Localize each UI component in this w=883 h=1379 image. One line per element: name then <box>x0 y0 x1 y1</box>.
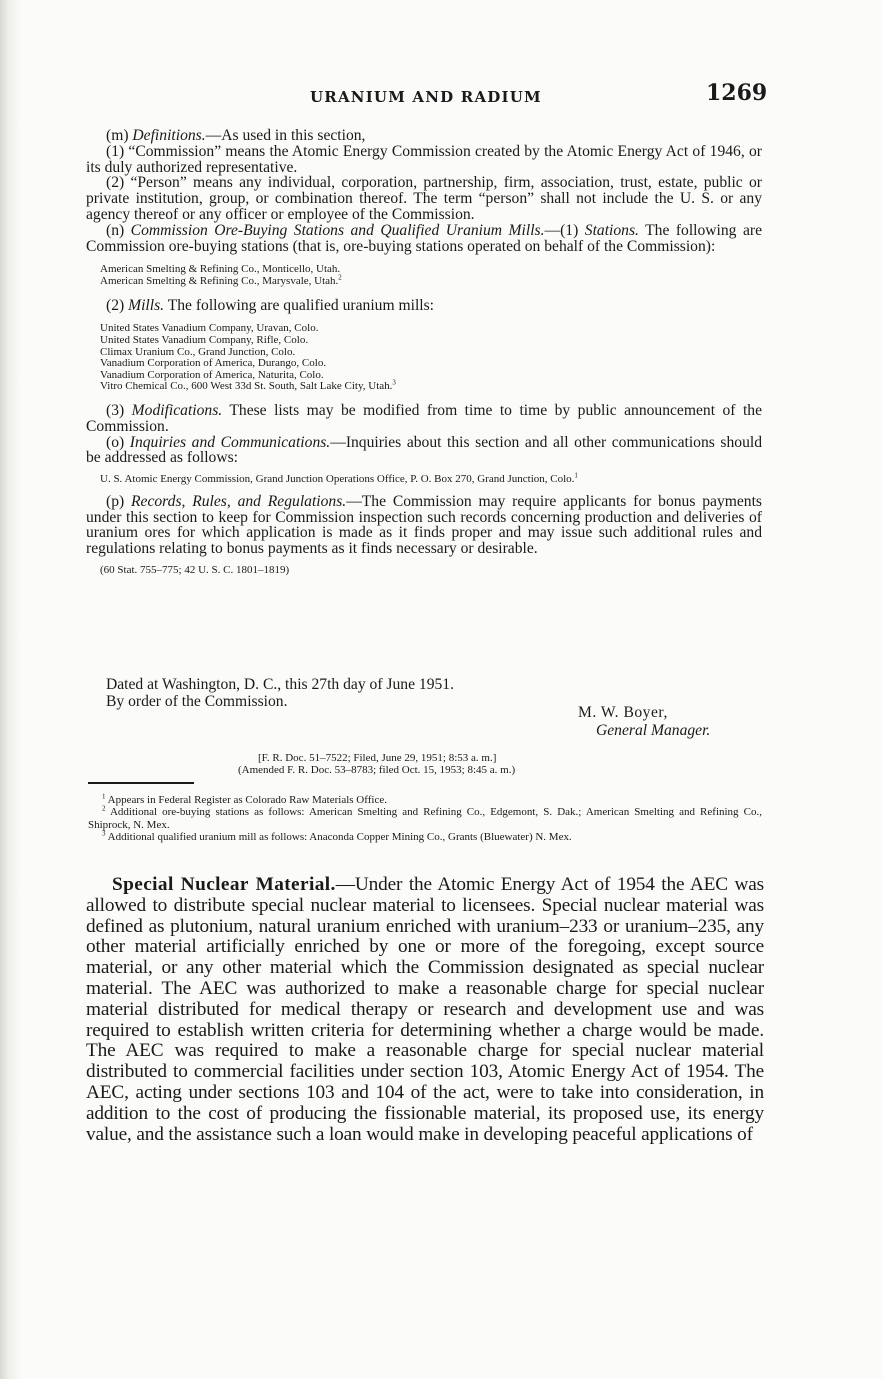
footnotes <box>88 794 762 844</box>
paragraph-text: The following are Commission ore-buying stations (that is, ore-buying stations operated on behalf of the Commission): <box>86 221 762 255</box>
paragraph-heading: Modifications. <box>131 401 223 419</box>
regulation-text <box>86 128 762 576</box>
paragraph-heading: Commission Ore-Buying Stations and Qualified Uranium Mills. <box>130 221 545 239</box>
footnote: $^2$ Additional ore-buying stations as follows: American Smelting and Refining Co., Edgemont, S. Dak.; American Smelting and Refining Co., Shiprock, N. Mex. <box>88 804 762 831</box>
paragraph-label: (o) <box>106 433 125 451</box>
paragraph-label: (3) <box>106 401 125 419</box>
paragraph-heading: Records, Rules, and Regulations. <box>131 492 347 510</box>
paragraph-heading: Definitions. <box>132 127 206 144</box>
list-item: American Smelting & Refining Co., Monticello, Utah. <box>100 263 341 276</box>
paragraph-text: —Inquiries about this section and all other communications should be addressed as follows: <box>86 433 762 467</box>
running-head: URANIUM AND RADIUM <box>310 88 542 106</box>
list-item: Vanadium Corporation of America, Naturita, Colo. <box>100 368 324 381</box>
dated-line: Dated at Washington, D. C., this 27th day of June 1951. <box>106 676 454 693</box>
special-nuclear-material-section <box>86 875 764 1145</box>
paragraph-sublabel: —(1) <box>544 221 579 239</box>
paragraph-text: These lists may be modified from time to time by public announcement of the Commission. <box>86 401 762 435</box>
section-heading: Special Nuclear Material. <box>112 874 336 895</box>
paragraph-label: (p) <box>106 492 125 510</box>
signature-block <box>86 676 762 739</box>
footnote-ref: 3 <box>392 378 396 387</box>
amendment-note: (Amended F. R. Doc. 53–8783; filed Oct. 15, 1953; 8:45 a. m.) <box>238 764 516 776</box>
paragraph-m <box>86 128 762 144</box>
page-header <box>0 80 883 114</box>
stations-list <box>100 264 762 287</box>
signatory-title: General Manager. <box>596 722 711 739</box>
paragraph-label: (n) <box>106 221 125 239</box>
paragraph-heading: Inquiries and Communications. <box>129 433 331 451</box>
document-note <box>238 752 515 776</box>
paragraph-text: —The Commission may require applicants for bonus payments under this section to keep for Commission inspection such records concerning production and deliveries of uranium ores for which application is made as it finds proper and may issue such additional rules and regulations relating to bonus payments as it finds necessary or desirable. <box>86 492 762 558</box>
by-order-line: By order of the Commission. <box>106 693 288 710</box>
signatory-name: M. W. Boyer, <box>578 704 668 721</box>
mills-list <box>100 323 762 393</box>
paragraph-subheading: Stations. <box>584 221 639 239</box>
scan-edge-shadow <box>0 0 22 1379</box>
footnote-ref: 2 <box>338 273 342 282</box>
filing-note: [F. R. Doc. 51–7522; Filed, June 29, 1951; 8:53 a. m.] <box>258 752 497 764</box>
footnote-ref: 1 <box>574 471 578 480</box>
list-item: Vitro Chemical Co., 600 West 33d St. South, Salt Lake City, Utah.$^3$ <box>100 378 396 393</box>
section-text: —Under the Atomic Energy Act of 1954 the AEC was allowed to distribute special nuclear material to licensees. Special nuclear material was defined as plutonium, natural uranium enriched with uranium–233 or uranium–235, any other material artificially enriched by one or more of the foregoing, except source material, or any other material which the Commission designated as special nuclear material. The AEC was authorized to make a reasonable charge for special nuclear material distributed for medical therapy or research and development use and was required to establish written criteria for determining whether a charge would be made. The AEC was required to make a reasonable charge for special nuclear material distributed to commercial facilities under section 103, Atomic Energy Act of 1954. The AEC, acting under sections 103 and 104 of the act, were to take into consideration, in addition to the cost of producing the fissionable material, its proposed use, its energy value, and the assistance such a loan would make in developing peaceful applications of <box>86 874 764 1145</box>
paragraph-heading: Mills. <box>128 296 165 314</box>
address: U. S. Atomic Energy Commission, Grand Junction Operations Office, P. O. Box 270, Grand Junction, Colo.$^1$ <box>100 471 578 486</box>
list-item: Vanadium Corporation of America, Durango, Colo. <box>100 357 327 370</box>
paragraph-label: (m) <box>106 127 129 144</box>
statute-citation: (60 Stat. 755–775; 42 U. S. C. 1801–1819) <box>100 563 290 576</box>
paragraph-m2: (2) “Person” means any individual, corporation, partnership, firm, association, trust, estate, public or private institution, group, or combination thereof. The term “person” shall not include the U. S. or any agency thereof or any officer or employee of the Commission. <box>86 174 762 223</box>
paragraph-text: —As used in this section, <box>205 127 366 144</box>
footnote: $^3$ Additional qualified uranium mill as follows: Anaconda Copper Mining Co., Grants (Bluewater) N. Mex. <box>102 829 572 844</box>
list-item: United States Vanadium Company, Rifle, Colo. <box>100 333 309 346</box>
list-item: American Smelting & Refining Co., Marysvale, Utah.$^2$ <box>100 273 342 287</box>
paragraph-p <box>86 494 762 557</box>
paragraph-n <box>86 223 762 255</box>
list-item: United States Vanadium Company, Uravan, Colo. <box>100 322 319 335</box>
footnote: $^1$ Appears in Federal Register as Colorado Raw Materials Office. <box>102 792 387 806</box>
paragraph-mills <box>86 298 762 314</box>
paragraph-label: (2) <box>106 296 125 314</box>
paragraph-o <box>86 435 762 467</box>
paragraph-3 <box>86 403 762 435</box>
footnote-rule <box>88 782 194 784</box>
section-paragraph <box>86 875 764 1145</box>
paragraph-text: The following are qualified uranium mills: <box>167 296 435 314</box>
page-number: 1269 <box>706 80 768 106</box>
list-item: Climax Uranium Co., Grand Junction, Colo. <box>100 345 296 358</box>
paragraph-m1: (1) “Commission” means the Atomic Energy Commission created by the Atomic Energy Act of 1946, or its duly authorized representative. <box>86 142 762 176</box>
